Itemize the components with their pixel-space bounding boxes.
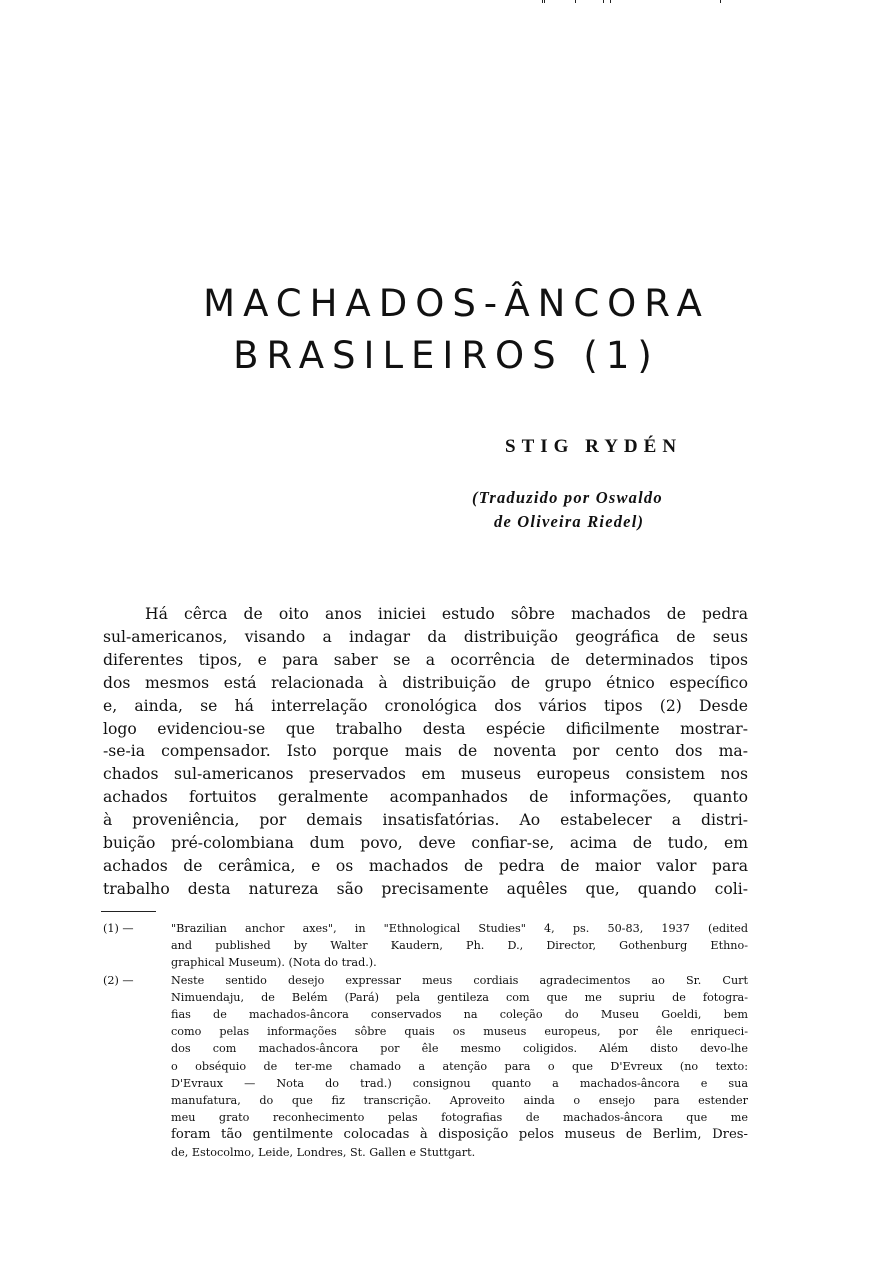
body-line: e, ainda, se há interrelação cronológica dos vários tipos (2) Desde	[103, 696, 748, 715]
body-line: achados fortuitos geralmente acompanhados de informações, quanto	[103, 788, 748, 807]
footnote-line: manufatura, do que fiz transcrição. Aproveito ainda o ensejo para estender	[171, 1094, 748, 1108]
footnote-marker: (1) —	[103, 922, 134, 935]
footnote-line: Nimuendaju, de Belém (Pará) pela gentileza com que me supriu de fotogra-	[171, 990, 748, 1004]
body-line: diferentes tipos, e para saber se a ocorrência de determinados tipos	[103, 650, 748, 669]
footnote-line: and published by Walter Kaudern, Ph. D., Director, Gothenburg Ethno-	[171, 939, 748, 953]
body-line: Há cêrca de oito anos iniciei estudo sôbre machados de pedra	[145, 605, 748, 623]
footnote-line: como pelas informações sôbre quais os museus europeus, por êle enriqueci-	[171, 1025, 748, 1039]
footnotes	[103, 920, 748, 1161]
article-title-line-1: MACHADOS-ÂNCORA	[203, 282, 710, 325]
translator-credit	[472, 486, 742, 534]
body-line: dos mesmos está relacionada à distribuição de grupo étnico específico	[103, 673, 748, 692]
article-title-line-2: BRASILEIROS (1)	[233, 334, 660, 377]
translator-line-2: de Oliveira Riedel)	[494, 512, 645, 531]
footnote-1	[103, 920, 748, 972]
body-line: logo evidenciou-se que trabalho desta espécie dificilmente mostrar-	[103, 719, 748, 738]
footnote-line: D'Evraux — Nota do trad.) consignou quanto a machados-âncora e sua	[171, 1076, 748, 1090]
author-name: STIG RYDÉN	[505, 436, 683, 457]
footnote-line: graphical Museum). (Nota do trad.).	[171, 956, 377, 970]
footnote-line: o obséquio de ter-me chamado a atenção para o que D'Evreux (no texto:	[171, 1059, 748, 1073]
footnote-line: de, Estocolmo, Leide, Londres, St. Gallen e Stuttgart.	[171, 1145, 476, 1159]
scan-artifact-marks	[520, 0, 730, 4]
body-line: -se-ia compensador. Isto porque mais de noventa por cento dos ma-	[103, 742, 748, 761]
footnote-line: "Brazilian anchor axes", in "Ethnological Studies" 4, ps. 50-83, 1937 (edited	[171, 922, 748, 935]
body-paragraph	[103, 603, 748, 901]
footnote-2	[103, 972, 748, 1161]
footnote-marker: (2) —	[103, 973, 134, 987]
footnote-line: fias de machados-âncora conservados na coleção do Museu Goeldi, bem	[171, 1008, 748, 1022]
footnote-body	[171, 920, 748, 972]
body-line: trabalho desta natureza são precisamente aquêles que, quando coli-	[103, 879, 748, 898]
body-line: chados sul-americanos preservados em museus europeus consistem nos	[103, 765, 748, 784]
body-line: achados de cerâmica, e os machados de pedra de maior valor para	[103, 856, 748, 875]
footnote-line: meu grato reconhecimento pelas fotografias de machados-âncora que me	[171, 1111, 748, 1125]
footnote-body	[171, 972, 748, 1161]
body-line: à proveniência, por demais insatisfatórias. Ao estabelecer a distri-	[103, 811, 748, 830]
body-line: sul-americanos, visando a indagar da distribuição geográfica de seus	[103, 627, 748, 646]
body-line: buição pré-colombiana dum povo, deve confiar-se, acima de tudo, em	[103, 834, 748, 853]
footnote-line: dos com machados-âncora por êle mesmo coligidos. Além disto devo-lhe	[171, 1042, 748, 1056]
translator-line-1: (Traduzido por Oswaldo	[472, 488, 663, 507]
footnote-line: foram tão gentilmente colocadas à disposição pelos museus de Berlim, Dres-	[171, 1127, 748, 1143]
footnote-line: Neste sentido desejo expressar meus cordiais agradecimentos ao Sr. Curt	[171, 973, 748, 987]
footnote-divider	[101, 911, 156, 912]
